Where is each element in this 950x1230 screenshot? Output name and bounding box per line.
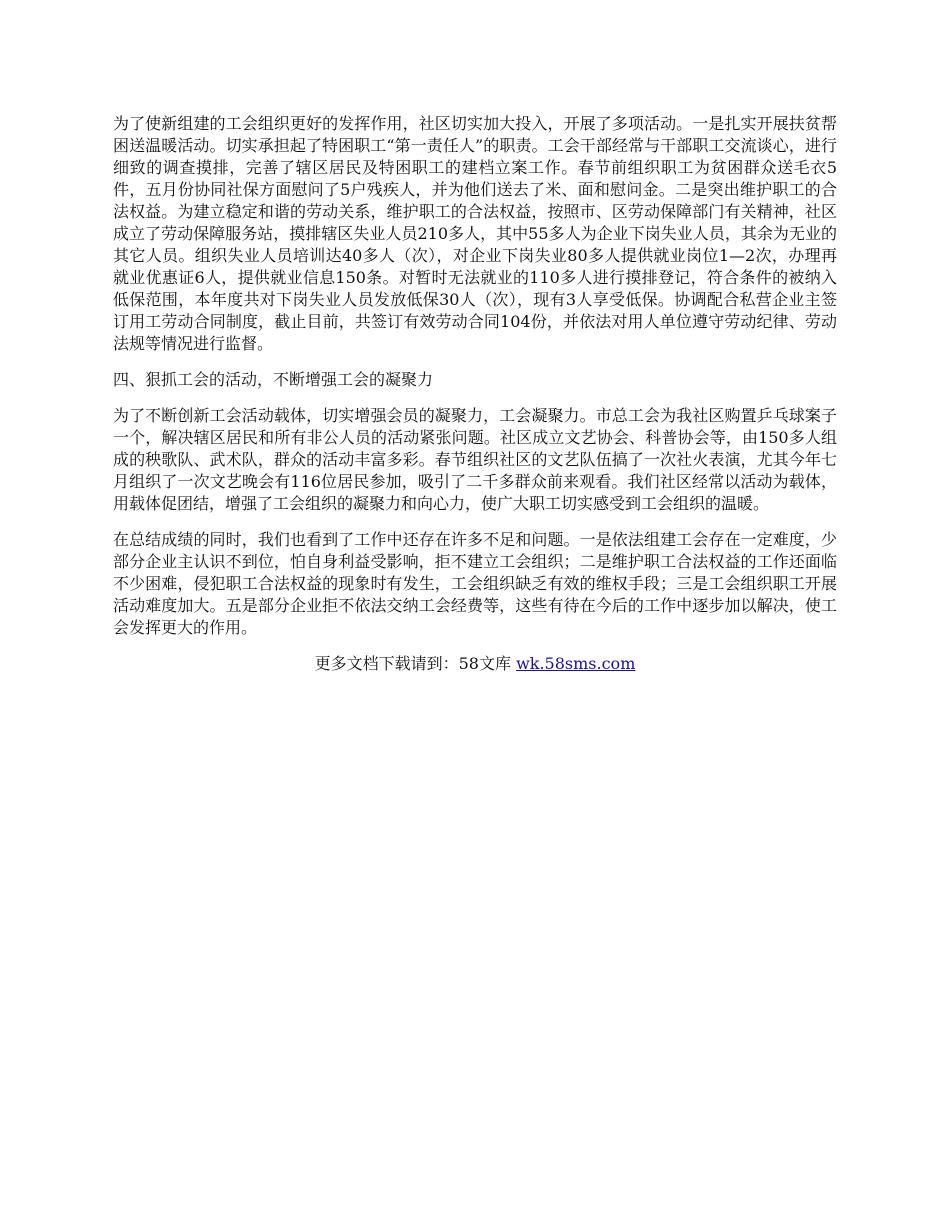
download-footer	[113, 653, 837, 675]
body-paragraph-problems: 在总结成绩的同时，我们也看到了工作中还存在许多不足和问题。一是依法组建工会存在一定难度，少部分企业主认识不到位，怕自身利益受影响，拒不建立工会组织；二是维护职工合法权益的工作还面临不少困难，侵犯职工合法权益的现象时有发生，工会组织缺乏有效的维权手段；三是工会组织职工开展活动难度加大。五是部分企业拒不依法交纳工会经费等，这些有待在今后的工作中逐步加以解决，使工会发挥更大的作用。	[113, 530, 837, 637]
footer-link[interactable]: wk.58sms.com	[516, 654, 636, 673]
footer-text: 更多文档下载请到：58文库	[314, 654, 517, 673]
document-page	[113, 113, 837, 675]
body-paragraph-cohesion: 为了不断创新工会活动载体，切实增强会员的凝聚力，工会凝聚力。市总工会为我社区购置乒乓球案子一个，解决辖区居民和所有非公人员的活动紧张问题。社区成立文艺协会、科普协会等，由150多人组成的秧歌队、武术队，群众的活动丰富多彩。春节组织社区的文艺队伍搞了一次社火表演，尤其今年七月组织了一次文艺晚会有116位居民参加，吸引了二千多群众前来观看。我们社区经常以活动为载体，用载体促团结，增强了工会组织的凝聚力和向心力，使广大职工切实感受到工会组织的温暖。	[113, 406, 837, 513]
section-heading: 四、狠抓工会的活动，不断增强工会的凝聚力	[113, 370, 434, 389]
body-paragraph-activities: 为了使新组建的工会组织更好的发挥作用，社区切实加大投入，开展了多项活动。一是扎实开展扶贫帮困送温暖活动。切实承担起了特困职工“第一责任人”的职责。工会干部经常与干部职工交流谈心，进行细致的调查摸排，完善了辖区居民及特困职工的建档立案工作。春节前组织职工为贫困群众送毛衣5件，五月份协同社保方面慰问了5户残疾人，并为他们送去了米、面和慰问金。二是突出维护职工的合法权益。为建立稳定和谐的劳动关系，维护职工的合法权益，按照市、区劳动保障部门有关精神，社区成立了劳动保障服务站，摸排辖区失业人员210多人，其中55多人为企业下岗失业人员，其余为无业的其它人员。组织失业人员培训达40多人（次），对企业下岗失业80多人提供就业岗位1—2次，办理再就业优惠证6人，提供就业信息150条。对暂时无法就业的110多人进行摸排登记，符合条件的被纳入低保范围，本年度共对下岗失业人员发放低保30人（次），现有3人享受低保。协调配合私营企业主签订用工劳动合同制度，截止目前，共签订有效劳动合同104份，并依法对用人单位遵守劳动纪律、劳动法规等情况进行监督。	[113, 114, 837, 353]
